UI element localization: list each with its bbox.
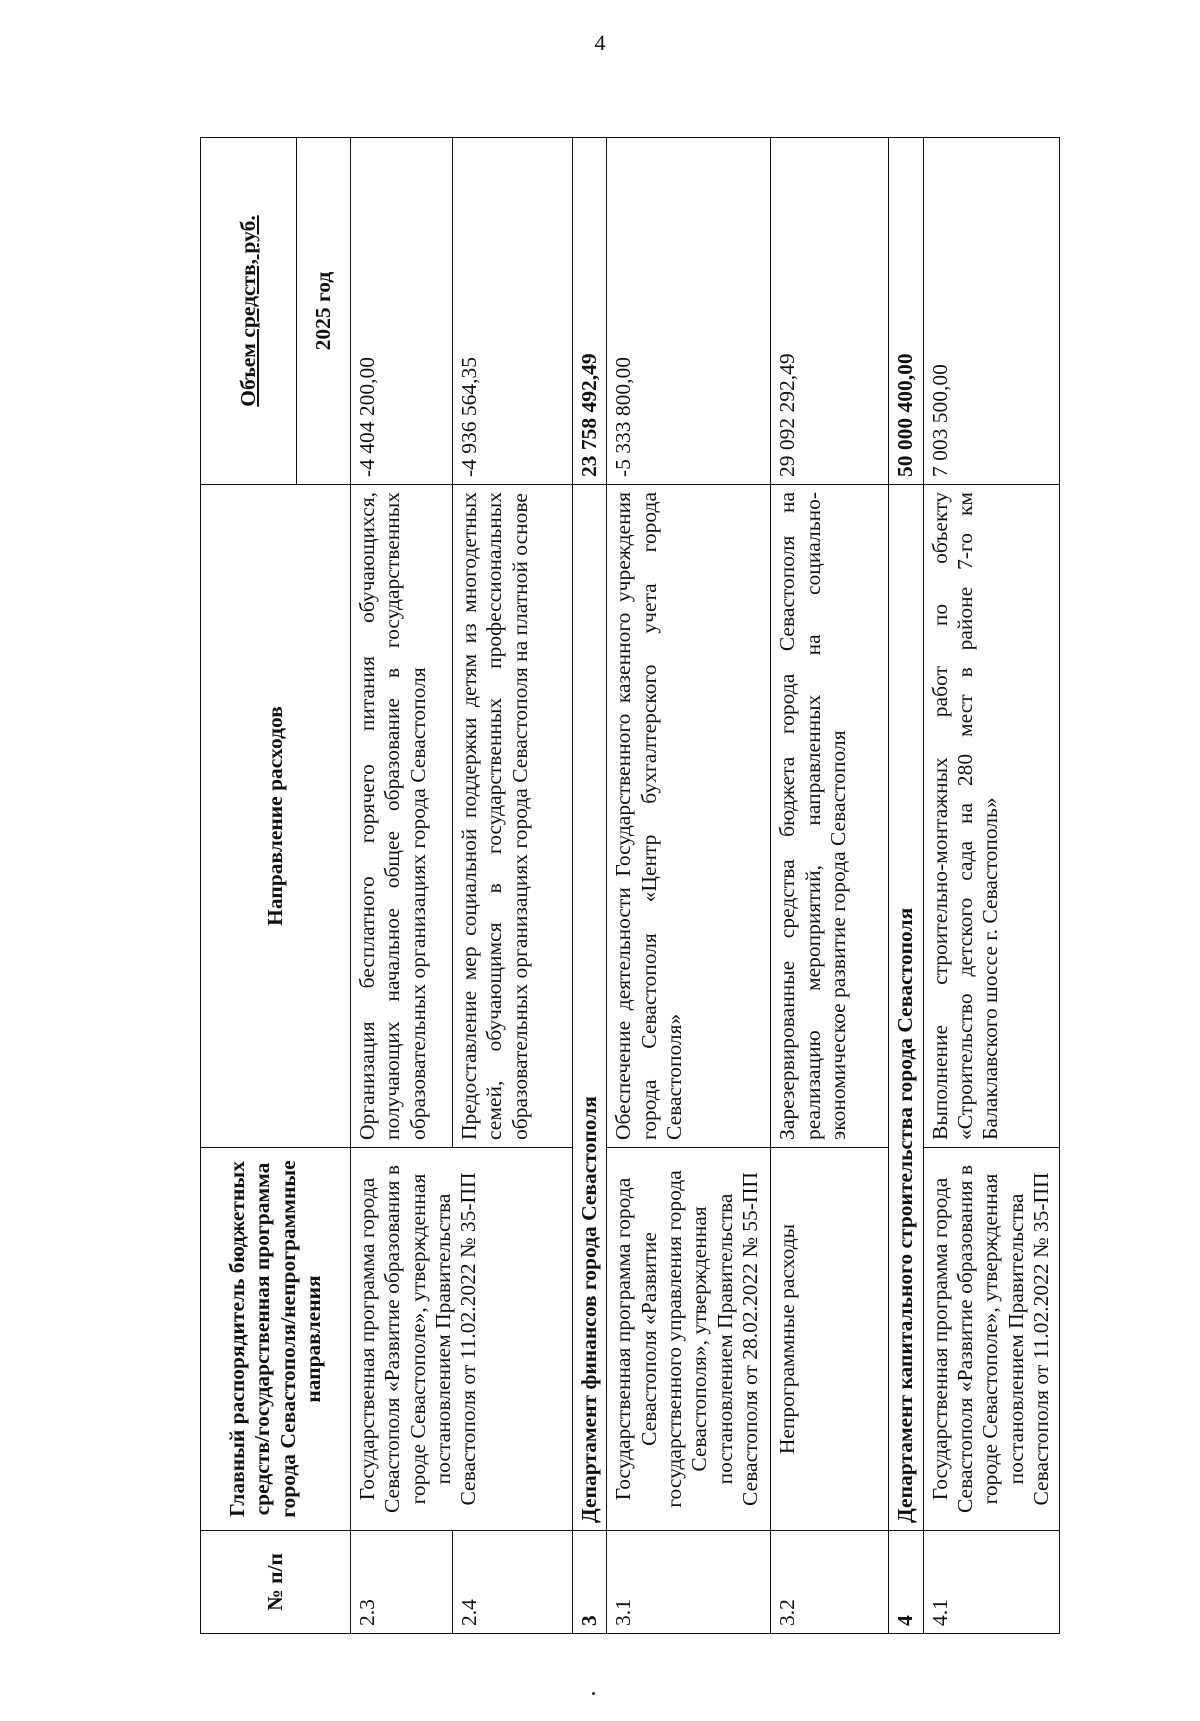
- table-row: [607, 138, 771, 1634]
- program-cell: Государственная программа города Севастополя «Развитие образования в городе Севастополе», утвержденная постановлением Правительства Севастополя от 11.02.2022 № 35-ПП: [923, 1148, 1059, 1531]
- program-cell: Государственная программа города Севастополя «Развитие образования в городе Севастополе», утвержденная постановлением Правительства Севастополя от 11.02.2022 № 35-ПП: [351, 1148, 573, 1531]
- section-number: 3: [573, 1531, 607, 1634]
- col-header-volume: [201, 138, 297, 485]
- section-amount: 23 758 492,49: [573, 138, 607, 485]
- program-cell: Непрограммные расходы: [771, 1148, 889, 1531]
- expenses-table: [200, 137, 1060, 1634]
- amount-cell: -4 404 200,00: [351, 138, 453, 485]
- row-number: 3.2: [771, 1531, 889, 1634]
- col-header-year: 2025 год: [297, 138, 351, 485]
- section-row: [573, 138, 607, 1634]
- section-number: 4: [889, 1531, 923, 1634]
- amount-cell: 29 092 292,49: [771, 138, 889, 485]
- direction-cell: Зарезервированные средства бюджета города Севастополя на реализацию мероприятий, направленных на социально-экономическое развитие города Севастополя: [771, 485, 889, 1148]
- row-number: 2.4: [453, 1531, 573, 1634]
- section-row: [889, 138, 923, 1634]
- row-number: 2.3: [351, 1531, 453, 1634]
- direction-cell: Организация бесплатного горячего питания обучающихся, получающих начальное общее образование в государственных образовательных организациях города Севастополя: [351, 485, 453, 1148]
- row-number: 3.1: [607, 1531, 771, 1634]
- amount-cell: -5 333 800,00: [607, 138, 771, 485]
- direction-cell: Обеспечение деятельности Государственного казенного учреждения города Севастополя «Центр бухгалтерского учета города Севастополя»: [607, 485, 771, 1148]
- section-title: Департамент финансов города Севастополя: [573, 485, 607, 1531]
- col-header-direction: Направление расходов: [201, 485, 351, 1148]
- row-number: 4.1: [923, 1531, 1059, 1634]
- section-amount: 50 000 400,00: [889, 138, 923, 485]
- table-row: [771, 138, 889, 1634]
- direction-cell: Предоставление мер социальной поддержки детям из многодетных семей, обучающимся в государственных профессиональных образовательных организациях города Севастополя на платной основе: [453, 485, 573, 1148]
- rotated-table-container: [200, 138, 1132, 1634]
- section-title: Департамент капитального строительства города Севастополя: [889, 485, 923, 1531]
- amount-cell: -4 936 564,35: [453, 138, 573, 485]
- col-header-program: Главный распорядитель бюджетных средств/государственная программа города Севастополя/непрограммные направления: [201, 1148, 351, 1531]
- table-row: [351, 138, 453, 1634]
- table-header-row: [201, 138, 297, 1634]
- page-number: 4: [594, 30, 606, 55]
- col-header-volume-label: Объем средств, руб.: [235, 215, 260, 407]
- table-row: [923, 138, 1059, 1634]
- col-header-num: № п/п: [201, 1531, 351, 1634]
- scan-speck: [592, 1692, 595, 1695]
- direction-cell: Выполнение строительно-монтажных работ по объекту «Строительство детского сада на 280 мест в районе 7-го км Балаклавского шоссе г. Севастополь»: [923, 485, 1059, 1148]
- program-cell: Государственная программа города Севастополя «Развитие государственного управления города Севастополя», утвержденная постановлением Правительства Севастополя от 28.02.2022 № 55-ПП: [607, 1148, 771, 1531]
- amount-cell: 7 003 500,00: [923, 138, 1059, 485]
